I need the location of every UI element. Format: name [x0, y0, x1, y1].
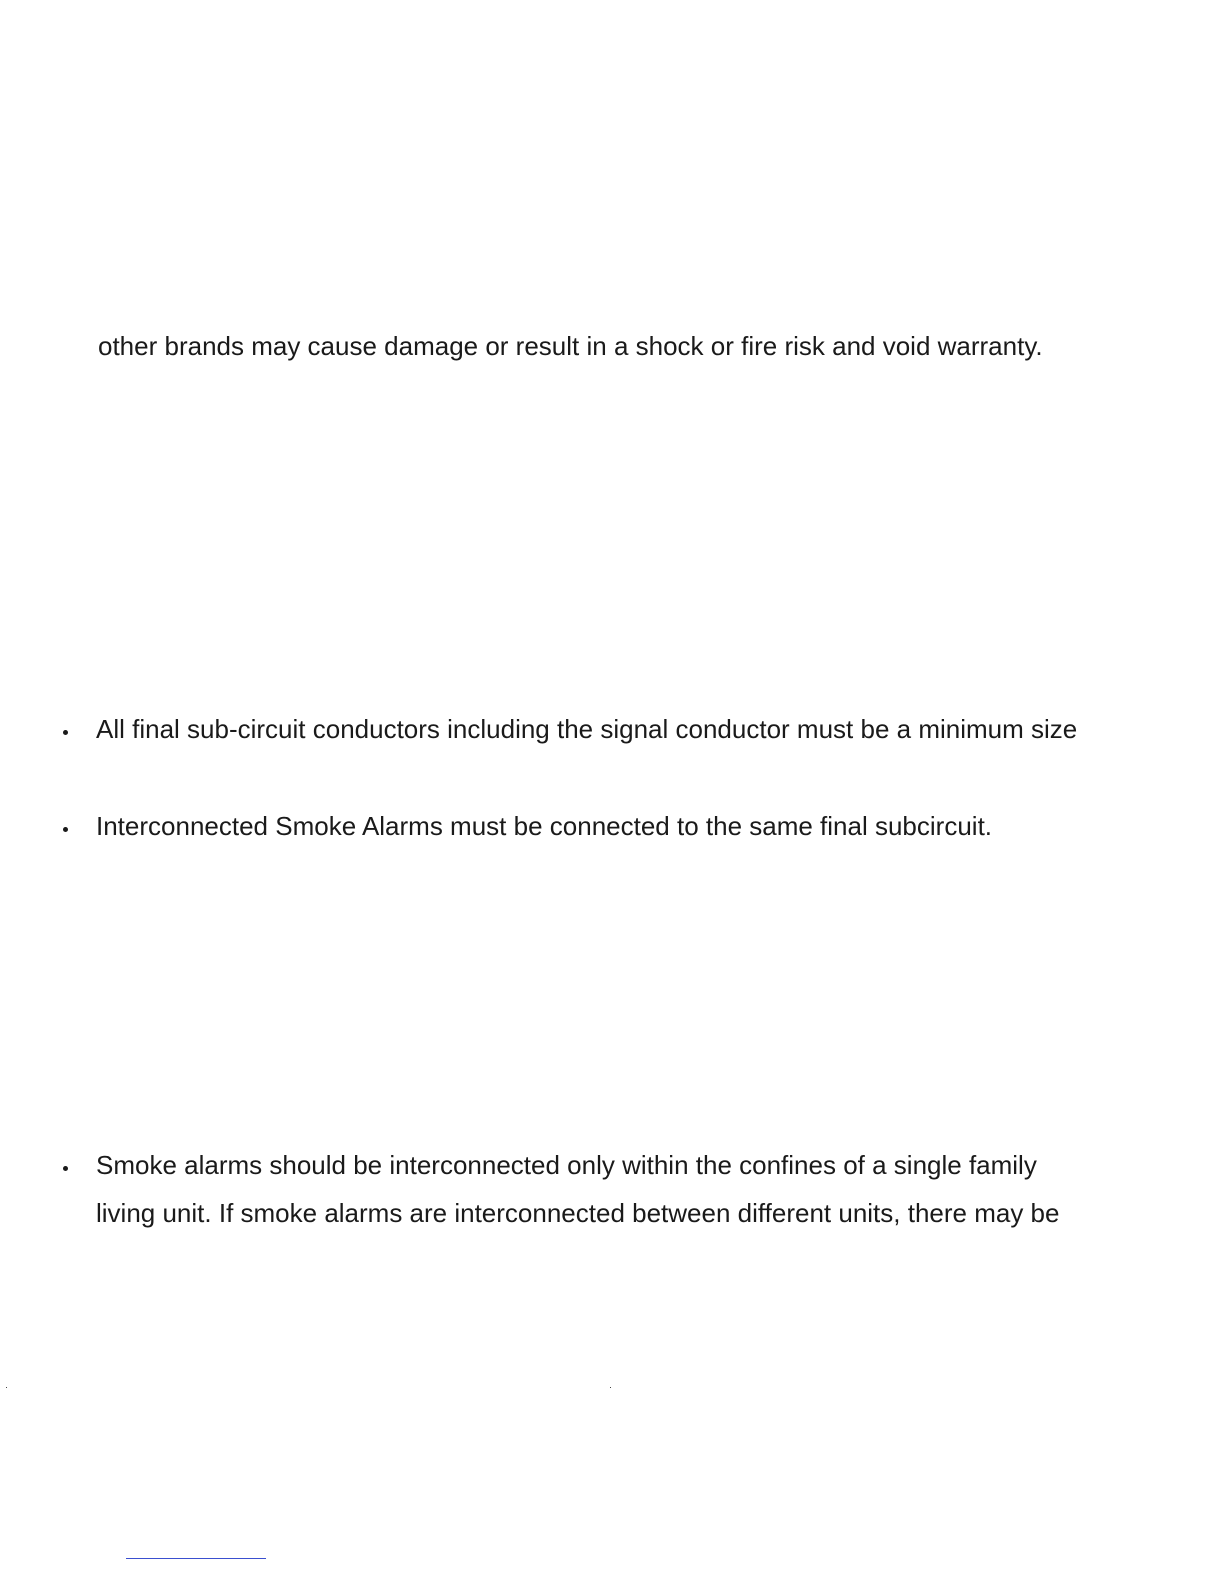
bullet-text-interconnect-line-1: Smoke alarms should be interconnected only within the confines of a single family	[96, 1150, 1037, 1180]
bullet-text-conductor-size: All final sub-circuit conductors including the signal conductor must be a minimum size	[96, 714, 1078, 744]
speck	[610, 1387, 611, 1388]
bullet-text-same-subcircuit: Interconnected Smoke Alarms must be connected to the same final subcircuit.	[96, 811, 993, 841]
bullet-marker	[63, 1166, 68, 1171]
bullet-marker	[63, 730, 68, 735]
bullet-text-interconnect-line-2: living unit. If smoke alarms are interconnected between different units, there may be	[96, 1198, 1060, 1228]
bullet-marker	[63, 827, 68, 832]
paragraph-warranty-line: other brands may cause damage or result in a shock or fire risk and void warranty.	[98, 331, 1043, 361]
speck	[6, 1387, 7, 1388]
footer-link-underline	[126, 1558, 266, 1559]
